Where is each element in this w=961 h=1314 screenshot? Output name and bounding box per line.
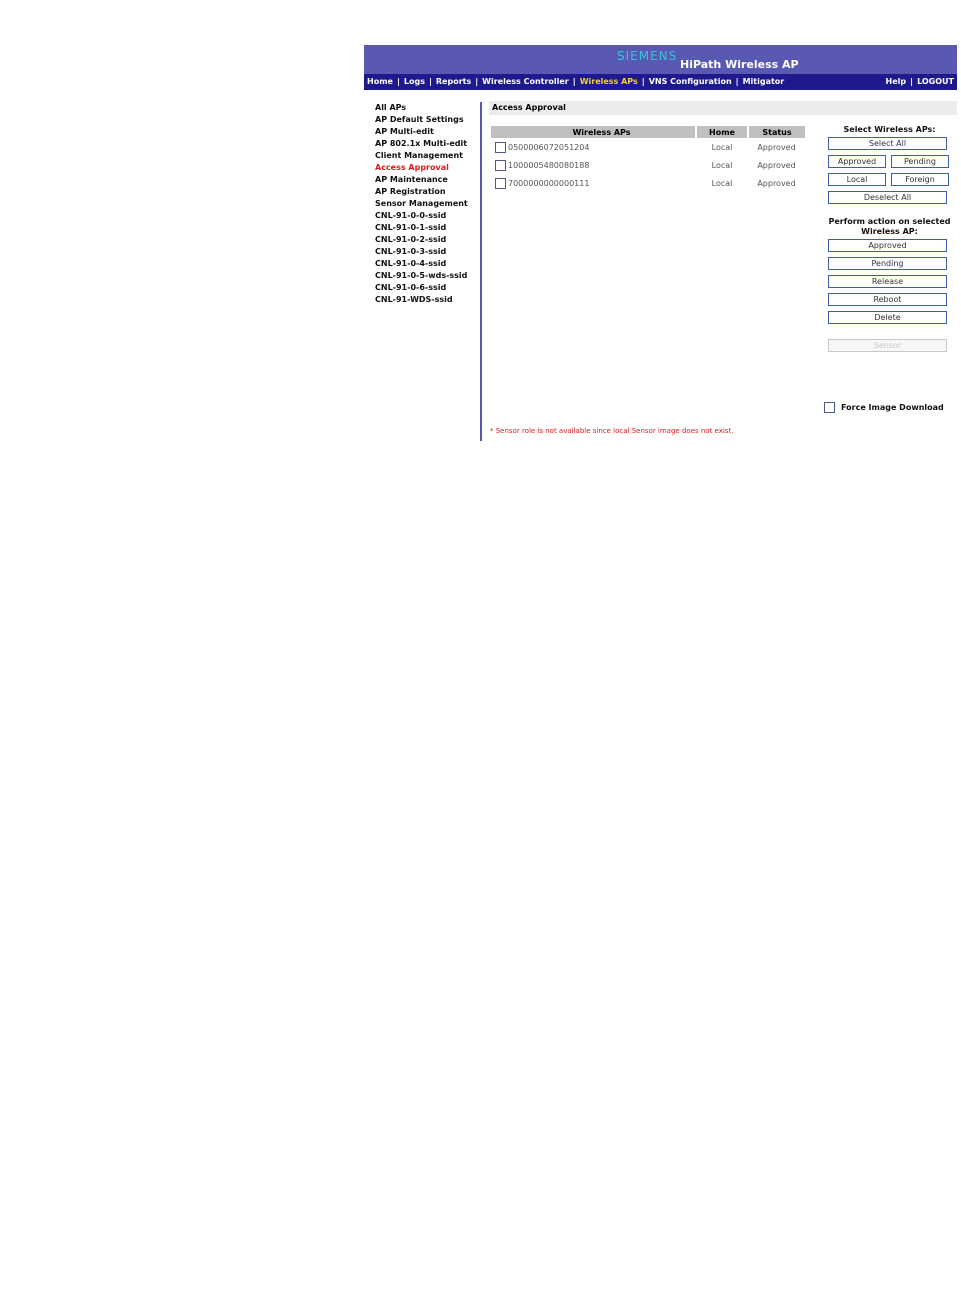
nav-wireless-aps[interactable]: Wireless APs	[579, 77, 638, 86]
select-all-button[interactable]: Select All	[828, 137, 947, 150]
header-banner	[364, 45, 957, 74]
ap-status: Approved	[757, 178, 796, 188]
nav-mitigator[interactable]: Mitigator	[742, 77, 785, 86]
sidebar-item-ap-multi-edit[interactable]: AP Multi-edit	[375, 127, 434, 136]
ap-serial: 7000000000000111	[508, 178, 590, 188]
sensor-button: Sensor	[828, 339, 947, 352]
sidebar-item-ssid-0-4[interactable]: CNL-91-0-4-ssid	[375, 259, 447, 268]
ap-home: Local	[711, 160, 733, 170]
approve-button[interactable]: Approved	[828, 239, 947, 252]
sidebar-item-client-management[interactable]: Client Management	[375, 151, 463, 160]
ap-home: Local	[711, 178, 733, 188]
nav-logout[interactable]: LOGOUT	[917, 77, 954, 86]
force-image-download-checkbox[interactable]	[824, 402, 835, 413]
row-checkbox[interactable]	[495, 178, 506, 189]
nav-separator: |	[910, 77, 914, 86]
ap-serial: 0500006072051204	[508, 142, 590, 152]
sidebar-item-all-aps[interactable]: All APs	[375, 103, 407, 112]
app-window	[364, 45, 957, 441]
ap-serial: 1000005480080188	[508, 160, 590, 170]
sidebar-item-ssid-0-1[interactable]: CNL-91-0-1-ssid	[375, 223, 447, 232]
table-row	[491, 156, 805, 174]
nav-separator: |	[475, 77, 479, 86]
table-row	[491, 174, 805, 192]
select-aps-label: Select Wireless APs:	[843, 125, 936, 134]
table-header-row	[491, 126, 805, 138]
nav-vns-configuration[interactable]: VNS Configuration	[648, 77, 732, 86]
column-header-status: Status	[748, 126, 805, 138]
force-image-download-label: Force Image Download	[841, 403, 944, 412]
sidebar-item-ssid-0-2[interactable]: CNL-91-0-2-ssid	[375, 235, 447, 244]
sidebar-item-access-approval[interactable]: Access Approval	[375, 163, 449, 172]
select-foreign-button[interactable]: Foreign	[891, 173, 949, 186]
delete-button[interactable]: Delete	[828, 311, 947, 324]
sidebar	[375, 102, 477, 306]
ap-home: Local	[711, 142, 733, 152]
sidebar-item-ap-maintenance[interactable]: AP Maintenance	[375, 175, 448, 184]
sidebar-item-ssid-0-0[interactable]: CNL-91-0-0-ssid	[375, 211, 447, 220]
sidebar-item-ssid-0-6[interactable]: CNL-91-0-6-ssid	[375, 283, 447, 292]
sidebar-item-ssid-wds[interactable]: CNL-91-WDS-ssid	[375, 295, 453, 304]
page-title: Access Approval	[489, 101, 957, 115]
ap-status: Approved	[757, 142, 796, 152]
brand-logo: SIEMENS	[617, 49, 678, 63]
select-local-button[interactable]: Local	[828, 173, 886, 186]
sidebar-item-ssid-0-5-wds[interactable]: CNL-91-0-5-wds-ssid	[375, 271, 468, 280]
wireless-ap-table	[491, 126, 805, 192]
checkbox-header	[491, 126, 508, 138]
sidebar-item-ap-default-settings[interactable]: AP Default Settings	[375, 115, 464, 124]
column-header-wireless-aps: Wireless APs	[508, 126, 696, 138]
row-checkbox[interactable]	[495, 160, 506, 171]
nav-separator: |	[735, 77, 739, 86]
nav-logs[interactable]: Logs	[403, 77, 425, 86]
reboot-button[interactable]: Reboot	[828, 293, 947, 306]
row-checkbox[interactable]	[495, 142, 506, 153]
perform-action-label: Perform action on selected Wireless AP:	[828, 217, 951, 236]
select-approved-button[interactable]: Approved	[828, 155, 886, 168]
nav-home[interactable]: Home	[367, 77, 393, 86]
ap-status: Approved	[757, 160, 796, 170]
force-image-download-row	[822, 402, 944, 413]
pending-button[interactable]: Pending	[828, 257, 947, 270]
nav-separator: |	[641, 77, 645, 86]
deselect-all-button[interactable]: Deselect All	[828, 191, 947, 204]
nav-help[interactable]: Help	[885, 77, 907, 86]
main-nav	[364, 74, 957, 90]
nav-separator: |	[396, 77, 400, 86]
nav-separator: |	[572, 77, 576, 86]
sidebar-divider	[480, 102, 482, 441]
nav-wireless-controller[interactable]: Wireless Controller	[482, 77, 569, 86]
sensor-footnote: * Sensor role is not available since local Sensor image does not exist.	[490, 427, 734, 435]
sidebar-item-sensor-management[interactable]: Sensor Management	[375, 199, 468, 208]
column-header-home: Home	[696, 126, 748, 138]
nav-reports[interactable]: Reports	[435, 77, 472, 86]
select-pending-button[interactable]: Pending	[891, 155, 949, 168]
sidebar-item-ssid-0-3[interactable]: CNL-91-0-3-ssid	[375, 247, 447, 256]
sidebar-item-ap-8021x-multi-edit[interactable]: AP 802.1x Multi-edit	[375, 139, 468, 148]
nav-separator: |	[428, 77, 432, 86]
release-button[interactable]: Release	[828, 275, 947, 288]
sidebar-item-ap-registration[interactable]: AP Registration	[375, 187, 446, 196]
product-title: HiPath Wireless AP	[680, 58, 799, 71]
table-row	[491, 138, 805, 156]
